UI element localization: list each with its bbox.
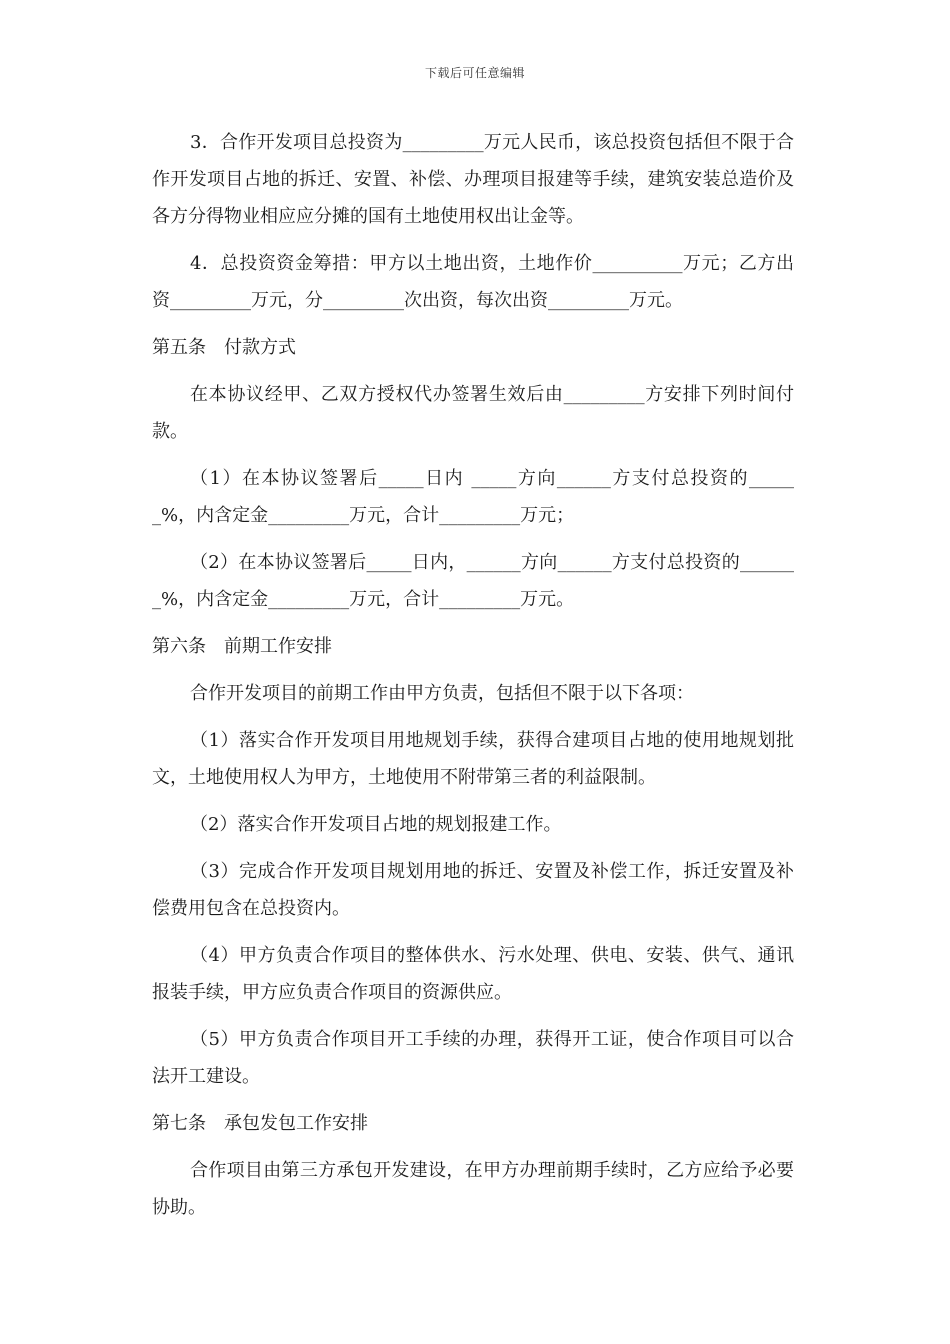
clause-paragraph: （4）甲方负责合作项目的整体供水、污水处理、供电、安装、供气、通讯报装手续，甲方应负责合作项目的资源供应。 xyxy=(152,945,794,1003)
page-header: 下载后可任意编辑 xyxy=(424,66,525,80)
clause-paragraph: 在本协议经甲、乙双方授权代办签署生效后由_________方安排下列时间付款。 xyxy=(152,384,794,442)
clause-paragraph: （2）在本协议签署后_____日内，______方向______方支付总投资的_______%，内含定金_________万元，合计_________万元。 xyxy=(152,552,794,610)
article-heading: 第六条 前期工作安排 xyxy=(152,636,332,657)
clause-paragraph: （2）落实合作开发项目占地的规划报建工作。 xyxy=(190,814,562,835)
clause-paragraph: （1）在本协议签署后_____日内 _____方向______方支付总投资的______%，内含定金_________万元，合计_________万元； xyxy=(152,468,794,526)
clause-paragraph: （5）甲方负责合作项目开工手续的办理，获得开工证，使合作项目可以合法开工建设。 xyxy=(152,1029,794,1087)
clause-paragraph: 合作开发项目的前期工作由甲方负责，包括但不限于以下各项： xyxy=(190,683,694,704)
clause-paragraph: 合作项目由第三方承包开发建设，在甲方办理前期手续时，乙方应给予必要协助。 xyxy=(152,1160,794,1218)
article-heading: 第五条 付款方式 xyxy=(152,337,296,358)
clause-paragraph: （1）落实合作开发项目用地规划手续，获得合建项目占地的使用地规划批文，土地使用权人为甲方，土地使用不附带第三者的利益限制。 xyxy=(152,730,794,788)
clause-paragraph: （3）完成合作开发项目规划用地的拆迁、安置及补偿工作，拆迁安置及补偿费用包含在总投资内。 xyxy=(152,861,794,919)
clause-paragraph: 3．合作开发项目总投资为_________万元人民币，该总投资包括但不限于合作开发项目占地的拆迁、安置、补偿、办理项目报建等手续，建筑安装总造价及各方分得物业相应应分摊的国有土地使用权出让金等。 xyxy=(152,132,794,227)
article-heading: 第七条 承包发包工作安排 xyxy=(152,1113,368,1134)
clause-paragraph: 4．总投资资金筹措：甲方以土地出资，土地作价__________万元；乙方出资_________万元，分_________次出资，每次出资_________万元。 xyxy=(152,253,794,311)
document-body xyxy=(152,124,794,1236)
